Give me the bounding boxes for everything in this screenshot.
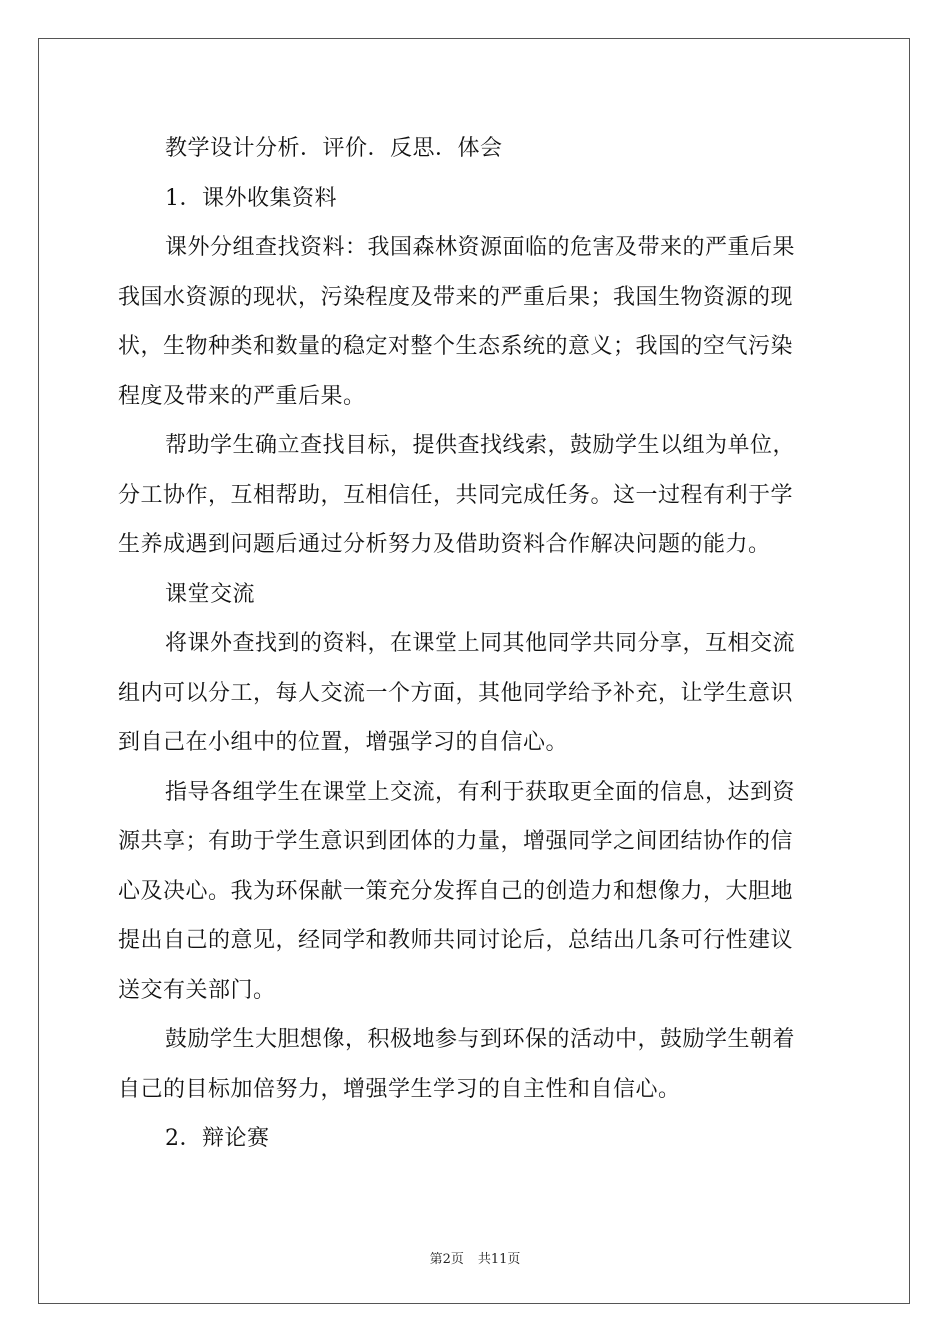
text-line: 帮助学生确立查找目标，提供查找线索，鼓励学生以组为单位， — [165, 433, 796, 458]
page-footer — [0, 1248, 950, 1267]
page-total: 共11页 — [477, 1252, 521, 1267]
section-heading: 课堂交流 — [165, 581, 256, 607]
text-line: 送交有关部门。 — [118, 977, 276, 1003]
text-line: 自己的目标加倍努力，增强学生学习的自主性和自信心。 — [118, 1076, 681, 1102]
text-line: 状，生物种类和数量的稳定对整个生态系统的意义；我国的空气污染 — [118, 334, 794, 359]
text-line: 心及决心。我为环保献一策充分发挥自己的创造力和想像力，大胆地 — [118, 878, 794, 904]
text-line: 指导各组学生在课堂上交流，有利于获取更全面的信息，达到资 — [165, 779, 796, 805]
text-line: 生养成遇到问题后通过分析努力及借助资料合作解决问题的能力。 — [118, 532, 771, 557]
text-line: 程度及带来的严重后果。 — [118, 383, 366, 409]
text-line: 到自己在小组中的位置，增强学习的自信心。 — [118, 730, 569, 755]
text-line: 鼓励学生大胆想像，积极地参与到环保的活动中，鼓励学生朝着 — [165, 1027, 796, 1052]
text-line: 将课外查找到的资料，在课堂上同其他同学共同分享，互相交流 — [165, 631, 796, 656]
text-line: 源共享；有助于学生意识到团体的力量，增强同学之间团结协作的信 — [118, 829, 794, 854]
section-heading: 2．辩论赛 — [165, 1126, 270, 1151]
text-line: 分工协作，互相帮助，互相信任，共同完成任务。这一过程有利于学 — [118, 482, 794, 508]
text-line: 我国水资源的现状，污染程度及带来的严重后果；我国生物资源的现 — [118, 284, 794, 310]
document-body — [118, 124, 834, 1164]
page-number: 第2页 — [429, 1252, 464, 1267]
text-line: 课外分组查找资料：我国森林资源面临的危害及带来的严重后果 — [165, 235, 796, 260]
text-line: 教学设计分析．评价．反思．体会 — [165, 136, 503, 161]
section-heading: 1．课外收集资料 — [165, 185, 337, 211]
text-line: 提出自己的意见，经同学和教师共同讨论后，总结出几条可行性建议 — [118, 928, 794, 953]
text-line: 组内可以分工，每人交流一个方面，其他同学给予补充，让学生意识 — [118, 680, 794, 706]
